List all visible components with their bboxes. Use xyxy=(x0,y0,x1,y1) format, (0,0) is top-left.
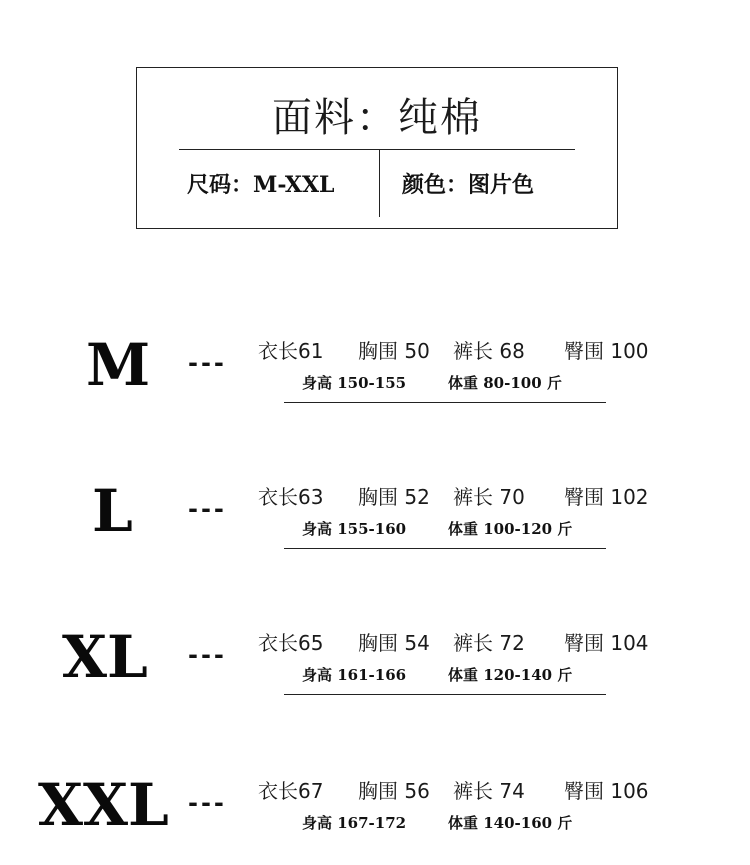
separator-dashes: --- xyxy=(188,789,227,817)
weight-range: 体重 140-160 斤 xyxy=(448,814,573,832)
size-letter: L xyxy=(92,477,133,545)
chest: 胸围 50 xyxy=(358,339,430,363)
material-title: 面料：纯棉 xyxy=(272,95,482,141)
row-underline xyxy=(284,694,606,695)
size-letter: XL xyxy=(62,623,148,691)
measurements xyxy=(258,775,649,804)
size-row-m xyxy=(0,331,750,425)
fit-guide xyxy=(302,518,572,539)
height-range: 身高 150-155 xyxy=(302,374,407,392)
height-range: 身高 161-166 xyxy=(302,666,407,684)
pants-length: 裤长 68 xyxy=(453,339,525,363)
size-letter: XXL xyxy=(38,771,169,839)
weight-range: 体重 120-140 斤 xyxy=(448,666,573,684)
pants-length: 裤长 72 xyxy=(453,631,525,655)
separator-dashes: --- xyxy=(188,495,227,523)
chest: 胸围 56 xyxy=(358,779,430,803)
chest: 胸围 54 xyxy=(358,631,430,655)
size-row-xl xyxy=(0,623,750,717)
measurements xyxy=(258,481,649,510)
weight-range: 体重 100-120 斤 xyxy=(448,520,573,538)
box-divider-horizontal xyxy=(179,149,575,150)
hip: 臀围 100 xyxy=(564,339,649,363)
fit-guide xyxy=(302,372,562,393)
garment-length: 衣长65 xyxy=(258,631,324,655)
garment-length: 衣长61 xyxy=(258,339,324,363)
row-underline xyxy=(284,402,606,403)
pants-length: 裤长 74 xyxy=(453,779,525,803)
height-range: 身高 155-160 xyxy=(302,520,407,538)
box-divider-vertical xyxy=(379,149,380,217)
hip: 臀围 102 xyxy=(564,485,649,509)
height-range: 身高 167-172 xyxy=(302,814,407,832)
separator-dashes: --- xyxy=(188,349,227,377)
hip: 臀围 106 xyxy=(564,779,649,803)
size-row-l xyxy=(0,477,750,571)
weight-range: 体重 80-100 斤 xyxy=(448,374,562,392)
fit-guide xyxy=(302,812,572,833)
row-underline xyxy=(284,548,606,549)
pants-length: 裤长 70 xyxy=(453,485,525,509)
hip: 臀围 104 xyxy=(564,631,649,655)
measurements xyxy=(258,335,649,364)
garment-length: 衣长67 xyxy=(258,779,324,803)
fabric-info-box xyxy=(136,67,618,229)
color-label: 颜色：图片色 xyxy=(402,172,535,198)
garment-length: 衣长63 xyxy=(258,485,324,509)
size-row-xxl xyxy=(0,771,750,865)
size-range-label: 尺码：M-XXL xyxy=(187,172,335,198)
chest: 胸围 52 xyxy=(358,485,430,509)
size-letter: M xyxy=(86,331,151,399)
measurements xyxy=(258,627,649,656)
separator-dashes: --- xyxy=(188,641,227,669)
fit-guide xyxy=(302,664,572,685)
